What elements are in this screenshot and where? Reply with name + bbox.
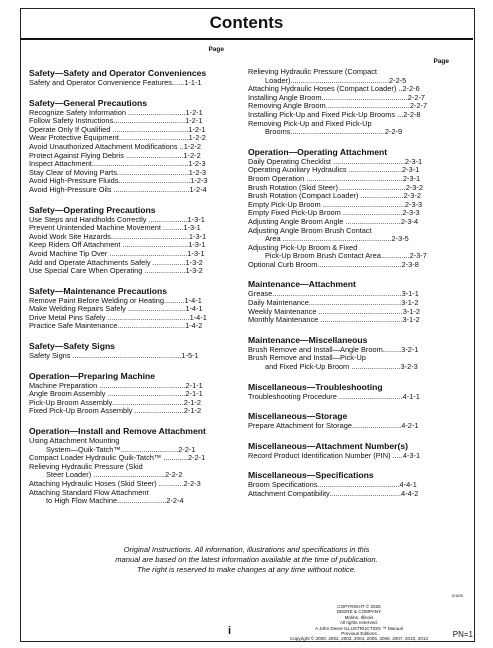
page-number: i: [228, 625, 232, 637]
footer-line: The right is reserved to make changes at any time without notice.: [136, 565, 357, 574]
copyright-line: DEERE & COMPANY: [336, 609, 382, 615]
toc-entry-text: Avoid High-Pressure Fluids...................................1-2-3: [29, 176, 208, 186]
toc-entry-text: Attaching Hydraulic Hoses (Compact Loader) ..2-2-6: [248, 84, 420, 94]
toc-entry-text: Avoid Machine Tip Over ......................................1-3-1: [29, 248, 205, 258]
toc-entry-text: Relieving Hydraulic Pressure (Compact: [248, 67, 377, 76]
toc-entry-text: Pick-Up Broom Brush Contact Area..............2-3-7: [265, 251, 427, 261]
toc-entry-text: Prepare Attachment for Storage........................4-2-1: [248, 421, 419, 431]
toc-entry-text: Using Attachment Mounting: [29, 436, 120, 446]
toc-entry-text: Loader)................................................2-2-5: [265, 75, 407, 85]
toc-entry-text: Empty Fixed Pick-Up Broom .............................2-3-3: [248, 208, 420, 218]
footer-line: manual are based on the latest information available at the time of publication.: [115, 555, 378, 564]
toc-entry[interactable]: [248, 227, 448, 244]
toc-entry-text: Daily Maintenance.............................................3-1-2: [248, 298, 419, 308]
section-title: Miscellaneous—Troubleshooting: [248, 381, 383, 392]
toc-entry-text: Avoid Work Site Hazards......................................1-3-1: [29, 231, 207, 241]
section-title: Operation—Preparing Machine: [29, 370, 156, 381]
toc-entry-text: Attaching Hydraulic Hoses (Skid Steer) ............2-2-3: [29, 479, 201, 488]
toc-entry-text: Protect Against Flying Debris ............................1-2-2: [29, 150, 201, 160]
page-title: Contents: [209, 13, 284, 32]
toc-entry-text: Removing Angle Broom.........................................2-2-7: [248, 101, 428, 111]
toc-entry-text: Brooms..............................................2-2-9: [265, 127, 403, 137]
toc-entry-text: Brush Rotation (Compact Loader) .....................2-3-2: [248, 191, 421, 201]
toc-entry-text: Add and Operate Attachments Safely ................1-3-2: [29, 257, 203, 267]
toc-section: [29, 371, 229, 416]
toc-entry[interactable]: [29, 186, 229, 195]
toc-entry-text: Safety Signs .....................................................1-5-1: [29, 351, 199, 361]
toc-entry-text: Removing Pick-Up and Fixed Pick-Up: [248, 118, 372, 128]
toc-entry-text: Avoid Unauthorized Attachment Modifications ..1-2-2: [29, 141, 201, 151]
toc-entry[interactable]: [248, 422, 448, 431]
toc-entry-text: Installing Pick-Up and Fixed Pick-Up Brooms ...2-2-8: [248, 109, 421, 119]
toc-section: [248, 147, 448, 270]
copyright-line: Previous Editions: [341, 631, 377, 637]
toc-entry-text: Grease...............................................................3-1-1: [248, 289, 419, 299]
toc-entry[interactable]: [248, 261, 448, 270]
toc-entry-text: System—Quik-Tatch™............................2-2-1: [46, 444, 196, 454]
toc-entry-text: Brush Remove and Install—Angle Broom.........3-2-1: [248, 344, 419, 354]
toc-section: [248, 411, 448, 431]
toc-entry[interactable]: [248, 393, 448, 402]
toc-section: [248, 279, 448, 324]
toc-entry-text: Make Welding Repairs Safely ............................1-4-1: [29, 304, 203, 314]
toc-entry-text: Attaching Standard Flow Attachment: [29, 487, 149, 497]
toc-entry-text: Remove Paint Before Welding or Heating..........1-4-1: [29, 295, 202, 305]
right-column: [248, 46, 448, 499]
page-column-header: Page: [433, 58, 449, 65]
toc-entry[interactable]: [248, 120, 448, 137]
toc-section: [29, 341, 229, 361]
section-title: Safety—General Precautions: [29, 97, 147, 108]
toc-entry-text: Optional Curb Broom.........................................2-3-8: [248, 259, 419, 269]
toc-section: [248, 441, 448, 461]
toc-entry-text: Steer Loader) ...................................2-2-2: [46, 470, 183, 480]
toc-entry-text: Safety and Operator Convenience Features......1-1-1: [29, 78, 202, 87]
toc-entry-text: Pick-Up Broom Assembly...................................2-1-2: [29, 397, 201, 407]
copyright-line: COPYRIGHT © 2025: [337, 604, 381, 609]
toc-entry[interactable]: [248, 490, 448, 499]
toc-section: [248, 335, 448, 372]
toc-entry-text: Weekly Maintenance .........................................3-1-2: [248, 306, 420, 316]
title-bar: [20, 8, 473, 40]
toc-entry-text: Fixed Pick-Up Broom Assembly ........................2-1-2: [29, 406, 202, 416]
footer-notice: [60, 545, 433, 575]
toc-entry-text: Installing Angle Broom..........................................2-2-7: [248, 92, 426, 102]
section-title: Safety—Operating Precautions: [29, 204, 156, 215]
toc-entry-text: Adjusting Pick-Up Broom & Fixed: [248, 242, 358, 252]
toc-entry-text: Record Product Identification Number (PIN) .....4-3-1: [248, 450, 421, 460]
section-title: Miscellaneous—Storage: [248, 411, 348, 422]
copyright-line: Moline, Illinois: [344, 614, 374, 620]
toc-entry[interactable]: [248, 452, 448, 461]
toc-entry-text: Compact Loader Hydraulic Quik-Tatch™ ............2-2-1: [29, 453, 206, 463]
section-title: Safety—Safety and Operator Conveniences: [29, 68, 207, 78]
right-sections: [248, 147, 448, 499]
toc-entry-text: Troubleshooting Procedure ...............................4-1-1: [248, 391, 420, 401]
toc-entry[interactable]: [29, 322, 229, 331]
section-title: Maintenance—Miscellaneous: [248, 334, 368, 345]
toc-section: [29, 286, 229, 331]
toc-entry-text: Daily Operating Checklist ...................................2-3-1: [248, 156, 423, 166]
toc-entry-text: Broom Operation ...............................................2-3-1: [248, 173, 421, 183]
toc-entry-text: Practice Safe Maintenance.................................1-4-2: [29, 321, 203, 331]
copyright-line: Copyright © 2000, 2002, 2003, 2004, 2005, 2006, 2007, 2010, 2013: [290, 636, 428, 642]
toc-section: [29, 98, 229, 195]
pn-label: PN=1: [452, 630, 473, 639]
toc-section: [248, 470, 448, 498]
toc-entry-text: and Fixed Pick-Up Broom ........................3-2-3: [265, 362, 418, 372]
toc-entry-text: Follow Safety Instructions...................................1-2-1: [29, 116, 203, 126]
toc-entry-text: Prevent Unintended Machine Movement ..........1-3-1: [29, 223, 201, 233]
section-title: Operation—Operating Attachment: [248, 146, 388, 157]
toc-entry-text: Wear Protective Equipment..................................1-2-2: [29, 133, 206, 143]
left-column: [29, 46, 229, 506]
toc-entry-text: Adjusting Angle Broom Angle ...........................2-3-4: [248, 216, 419, 226]
toc-entry-text: Use Special Care When Operating ....................1-3-2: [29, 266, 203, 276]
section-title: Maintenance—Attachment: [248, 279, 356, 290]
toc-entry-text: Machine Preparation ..........................................2-1-1: [29, 380, 203, 390]
copyright-line: A John Deere ILLUSTRUCTION ™ Manual: [315, 625, 403, 631]
toc-section: [29, 68, 229, 88]
toc-entry-text: Avoid High-Pressure Oils .....................................1-2-4: [29, 184, 207, 194]
toc-entry[interactable]: [248, 244, 448, 261]
toc-entry-text: Attachment Compatibility...................................4-4-2: [248, 489, 419, 498]
toc-entry[interactable]: [29, 463, 229, 480]
toc-entry-text: Keep Riders Off Attachment ................................1-3-1: [29, 240, 206, 250]
footer-line: Original Instructions. All information, illustrations and specifications in this: [123, 545, 370, 554]
toc-entry-text: Area .....................................................2-3-5: [265, 234, 409, 244]
toc-entry-text: Relieving Hydraulic Pressure (Skid: [29, 461, 143, 471]
toc-entry-text: Brush Rotation (Skid Steer).................................2-3-2: [248, 182, 423, 192]
section-title: Safety—Safety Signs: [29, 341, 115, 352]
toc-entry[interactable]: [29, 79, 229, 88]
toc-entry-text: Monthly Maintenance ........................................3-1-2: [248, 315, 420, 325]
document-code: 101625: [451, 594, 463, 598]
toc-entry-text: Use Steps and Handholds Correctly ...................1-3-1: [29, 214, 205, 224]
toc-entry-text: Drive Metal Pins Safely ........................................1-4-1: [29, 312, 207, 322]
toc-section: [29, 205, 229, 276]
section-title: Miscellaneous—Attachment Number(s): [248, 440, 408, 451]
toc-entry-text: Operating Auxiliary Hydraulics ..........................2-3-1: [248, 165, 420, 175]
toc-entry[interactable]: [29, 489, 229, 506]
toc-entry-text: Adjusting Angle Broom Brush Contact: [248, 225, 372, 235]
toc-entry-text: Broom Specifications........................................4-4-1: [248, 480, 417, 490]
section-title: Miscellaneous—Specifications: [248, 470, 374, 481]
toc-entry[interactable]: [248, 354, 448, 371]
toc-section: [248, 382, 448, 402]
toc-entry[interactable]: [29, 267, 229, 276]
toc-entry-text: to High Flow Machine........................2-2-4: [46, 496, 184, 506]
toc-entry-text: Recognize Safety Information ............................1-2-1: [29, 107, 203, 117]
toc-section: [29, 426, 229, 506]
toc-entry-text: Empty Pick-Up Broom ........................................2-3-3: [248, 199, 423, 209]
toc-entry[interactable]: [248, 68, 448, 85]
toc-entry[interactable]: [29, 437, 229, 454]
toc-entry[interactable]: [248, 316, 448, 325]
toc-entry-text: Brush Remove and Install—Pick-Up: [248, 353, 366, 363]
section-title: Operation—Install and Remove Attachment: [29, 426, 206, 437]
left-sections: [29, 68, 229, 506]
toc-entry-text: Stay Clear of Moving Parts...................................1-2-3: [29, 167, 207, 177]
toc-entry-text: Operate Only If Qualified .....................................1-2-1: [29, 124, 206, 134]
toc-entry-text: Angle Broom Assembly ......................................2-1-1: [29, 389, 203, 399]
toc-entry-text: Inspect Attachment...............................................1-2-3: [29, 159, 206, 169]
copyright-block: [259, 604, 459, 642]
page-column-header: Page: [208, 46, 224, 53]
copyright-line: All rights reserved.: [339, 620, 379, 626]
toc-entry[interactable]: [29, 407, 229, 416]
section-title: Safety—Maintenance Precautions: [29, 285, 168, 296]
right-continued-entries: [248, 68, 448, 137]
toc-entry[interactable]: [29, 352, 229, 361]
